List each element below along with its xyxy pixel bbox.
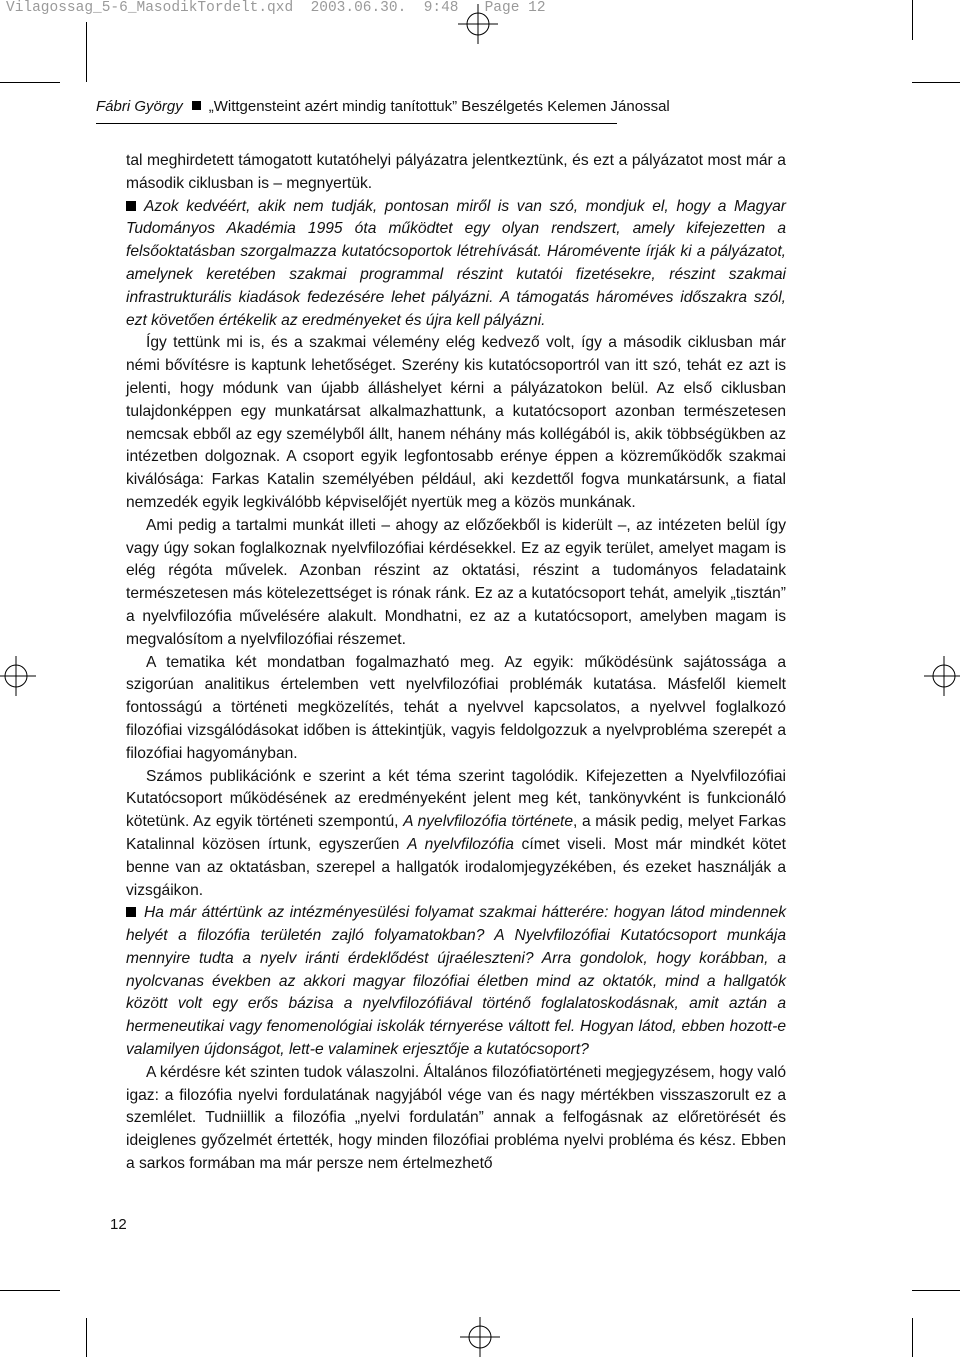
answer-paragraph [126, 515, 786, 652]
running-header [96, 98, 670, 122]
crop-mark-top-right-vertical [912, 0, 913, 40]
paragraph-text: A kérdésre két szinten tudok válaszolni. Általános filozófiatörténeti megjegyzésem, hogy való igaz: a filozófia nyelvi fordulatának nagyjából vége van és nagy mértékben visszaszorult ez a szemlélet. Tudniillik a filozófia „nyelvi fordulatán” annak a felfogásnak az előretörését és ideiglenes győzelmét értették, hogy minden filozófiai probléma nyelvi probléma és kész. Ebben a sarkos formában ma már persze nem értelmezhető [126, 1063, 786, 1173]
answer-paragraph [126, 766, 786, 903]
registration-mark-left [0, 656, 40, 696]
paragraph-text: címet viseli. Most már mindkét kötet benne van az oktatásban, szerepel a hallgatók irodalomjegyzékében, és ezeket használják a vizsgáikon. [126, 835, 786, 899]
answer-paragraph [126, 150, 786, 196]
paragraph-text: , a másik pedig, melyet Farkas Katalinnal közösen írtunk, egyszerűen [126, 813, 786, 853]
registration-mark-right [920, 656, 960, 696]
paragraph-text: Számos publikációnk e szerint a két téma szerint tagolódik. Kifejezetten a Nyelvfilozófiai Kutatócsoport működésének az eredményeként jelent meg két, tankönyvként is funkcionáló kötetünk. Az egyik történeti szempontú, [126, 767, 786, 831]
answer-paragraph [126, 1062, 786, 1176]
book-title: A nyelvfilozófia [407, 835, 514, 853]
crop-mark-bottom-left-horizontal [0, 1290, 60, 1291]
crop-mark-bottom-left-vertical [86, 1318, 87, 1357]
question-paragraph [126, 902, 786, 1062]
paragraph-text: tal meghirdetett támogatott kutatóhelyi pályázatra jelentkeztünk, és ezt a pályázatot most már a második ciklusban is – megnyertük. [126, 152, 786, 192]
paragraph-text: Azok kedvéért, akik nem tudják, pontosan miről is van szó, mondjuk el, hogy a Magyar Tudományos Akadémia 1995 óta működtet egy olyan rendszert, amely kifejezetten a felsőoktatásban szorgalmazza kutatócsoportok létrehívását. Háromévente írják ki a pályázatot, amelynek keretében szakmai programmal részint kutatói fizetésekre, részint szakmai infrastrukturális kiadások fedezésére lehet pályázni. A támogatás hároméves időszakra szól, ezt követően értékelik az eredményeket és újra kell pályázni. [126, 197, 786, 329]
slug-time: 9:48 [423, 0, 459, 16]
paragraph-text: Ami pedig a tartalmi munkát illeti – ahogy az előzőekből is kiderült –, az intézeten belül így vagy úgy sokan foglalkoznak nyelvfilozófiai kérdésekkel. Ez az egyik terület, amelyet magam is elég régóta művelek. Azonban részint az oktatási, részint a tudományos feladataink természetesen más kötelezettséget is rónak ránk. Ez az a kutatócsoport tehát, amelyik „tisztán” a nyelvfilozófia művelésére alakult. Mondhatni, ez az a kutatócsoport, amelyben magam is megvalósítom a nyelvfilozófiai részemet. [126, 516, 786, 648]
answer-paragraph [126, 652, 786, 766]
paragraph-text: Ha már áttértünk az intézményesülési folyamat szakmai hátterére: hogyan látod mindennek helyét a filozófia területén zajló folyamatokban? A Nyelvfilozófiai Kutatócsoport munkája mennyire tudta a nyelv iránti érdeklődést újraéleszteni? Arra gondolok, hogy korábban, a nyolcvanas években az akkori magyar filozófiai életben mind az oktatók, mind a hallgatók között volt egy erős bázisa a nyelvfilozófiával történő foglalatoskodásnak, amit aztán a hermeneutikai vagy fenomenológiai iskolák térnyerése váltott fel. Hogyan látod, ebben hozott-e valamilyen újdonságot, lett-e valaminek erjesztője a kutatócsoport? [126, 904, 786, 1059]
registration-mark-top [458, 4, 498, 44]
crop-mark-bottom-right-vertical [912, 1318, 913, 1357]
paragraph-text: A tematika két mondatban fogalmazható meg. Az egyik: működésünk sajátossága a szigorúan analitikus értelemben vett nyelvfilozófiai problémák kutatása. Másfelől kiemelt fontosságú a történeti megközelítés, tehát a nyelvvel kapcsolatos, a nyelvvel foglalkozó filozófiai vizsgálódásokat időben is áttekintjük, vagyis feldolgozzuk a nyelvprobléma szerepét a filozófiai hagyományban. [126, 653, 786, 762]
book-title: A nyelvfilozófia története [403, 813, 574, 831]
square-bullet-icon [126, 907, 136, 917]
registration-mark-bottom [460, 1317, 500, 1357]
paragraph-text: Így tettünk mi is, és a szakmai vélemény elég kedvező volt, így a második ciklusban már némi bővítésre is kaptunk lehetőséget. Szerény kis kutatócsoportról van itt szó, tehát ez azt is jelenti, hogy módunk van újabb álláshelyet kérni a pályázatokon belül. Az első ciklusban tulajdonképpen egy munkatársat alkalmazhattunk, a kutatócsoport azonban természetesen nemcsak ebből az egy személyből állt, hanem néhány más kollégából is, akik többségükben az intézetben dolgoznak. A csoport egyik legfontosabb erénye éppen a közreműködők szakmai kiválósága: Farkas Katalin személyében például, aki kezdettől fogva munkatársunk, a fiatal nemzedék egyik legkiválóbb képviselőjét nyertük meg a közös munkának. [126, 334, 786, 511]
square-bullet-icon [192, 101, 201, 110]
question-paragraph [126, 196, 786, 333]
header-author: Fábri György [96, 98, 183, 115]
article-body [126, 150, 786, 1176]
slug-date: 2003.06.30. [310, 0, 407, 16]
header-rule [96, 123, 617, 124]
crop-mark-top-left-horizontal [0, 82, 60, 83]
crop-mark-top-right-horizontal [912, 82, 960, 83]
slug-page-label: Page 12 [484, 0, 546, 16]
crop-mark-top-left-vertical [86, 22, 87, 82]
header-title: „Wittgensteint azért mindig tanítottuk” Beszélgetés Kelemen Jánossal [208, 98, 670, 115]
slug-filename: Vilagossag_5-6_MasodikTordelt.qxd [6, 0, 294, 16]
square-bullet-icon [126, 201, 136, 211]
crop-mark-bottom-right-horizontal [912, 1290, 960, 1291]
page-number: 12 [110, 1216, 127, 1233]
answer-paragraph [126, 332, 786, 514]
